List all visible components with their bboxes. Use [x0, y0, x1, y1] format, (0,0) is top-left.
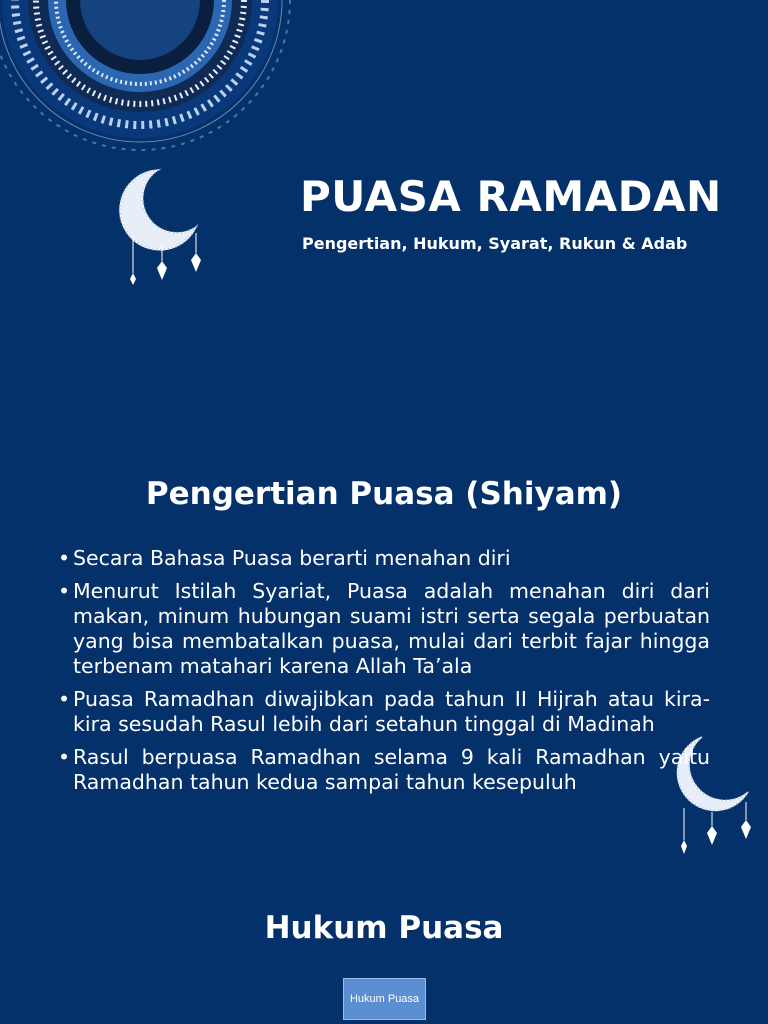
slide-thumbnail[interactable]	[343, 978, 426, 1020]
crescent-moon-icon	[118, 165, 218, 295]
slide-thumbnail-label: Hukum Puasa	[349, 993, 420, 1005]
list-item: • Secara Bahasa Puasa berarti menahan diri	[58, 546, 710, 571]
list-item: • Rasul berpuasa Ramadhan selama 9 kali Ramadhan yaitu Ramadhan tahun kedua sampai tahun kesepuluh	[58, 745, 710, 795]
slide-title: PUASA RAMADAN	[300, 172, 722, 221]
list-item: • Menurut Istilah Syariat, Puasa adalah menahan diri dari makan, minum hubungan suami istri serta segala perbuatan yang bisa membatalkan puasa, mulai dari terbit fajar hingga terbenam matahari karena Allah Ta’ala	[58, 579, 710, 679]
mandala-ornament	[0, 0, 340, 160]
slide-subtitle: Pengertian, Hukum, Syarat, Rukun & Adab	[302, 234, 688, 253]
section-heading-pengertian: Pengertian Puasa (Shiyam)	[145, 476, 623, 512]
section-heading-hukum: Hukum Puasa	[264, 910, 504, 946]
list-item: • Puasa Ramadhan diwajibkan pada tahun II Hijrah atau kira-kira sesudah Rasul lebih dari setahun tinggal di Madinah	[58, 687, 710, 737]
pengertian-bullet-list	[58, 546, 710, 803]
